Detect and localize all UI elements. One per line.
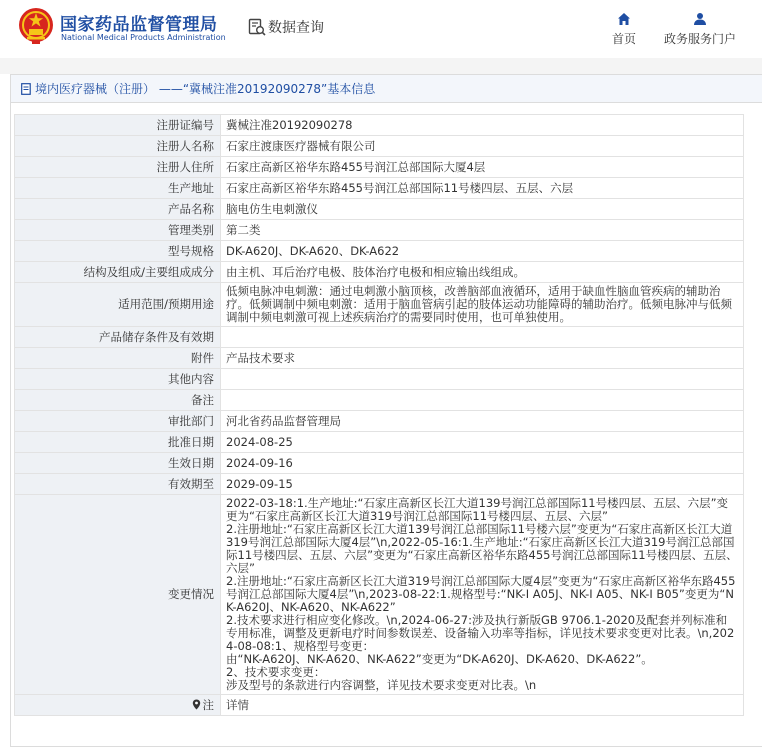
field-value-effective-date: 2024-09-16 (221, 453, 744, 474)
table-row (15, 453, 744, 474)
field-label-production-address: 生产地址 (15, 178, 221, 199)
field-value-expiry-date: 2029-09-15 (221, 474, 744, 495)
nav-home-label: 首页 (611, 32, 636, 46)
table-row (15, 369, 744, 390)
table-row (15, 136, 744, 157)
field-value-registration-no: 冀械注准20192090278 (221, 115, 744, 136)
field-label-intended-use: 适用范围/预期用途 (15, 283, 221, 327)
table-row (15, 474, 744, 495)
details-link[interactable]: 详情 (221, 695, 744, 716)
field-label-note-text: 注 (202, 697, 214, 712)
table-row (15, 283, 744, 327)
field-label-registrant: 注册人名称 (15, 136, 221, 157)
table-row (15, 241, 744, 262)
field-value-category: 第二类 (221, 220, 744, 241)
table-row (15, 115, 744, 136)
table-row (15, 348, 744, 369)
field-value-other (221, 369, 744, 390)
field-label-other: 其他内容 (15, 369, 221, 390)
data-query-icon (248, 18, 266, 36)
table-row (15, 695, 744, 716)
field-label-category: 管理类别 (15, 220, 221, 241)
panel-title (11, 75, 762, 103)
table-row (15, 220, 744, 241)
field-value-registrant-address: 石家庄高新区裕华东路455号润江总部国际大厦4层 (221, 157, 744, 178)
table-row (15, 327, 744, 348)
field-label-remark: 备注 (15, 390, 221, 411)
field-label-registration-no: 注册证编号 (15, 115, 221, 136)
national-emblem-icon (18, 7, 54, 45)
field-value-storage (221, 327, 744, 348)
data-query-title: 数据查询 (268, 20, 324, 36)
field-label-note (15, 695, 221, 716)
nav-service-portal[interactable] (655, 12, 745, 47)
nav-service-portal-label: 政务服务门户 (663, 32, 736, 46)
field-value-product-name: 脑电仿生电刺激仪 (221, 199, 744, 220)
brand-title-cn[interactable]: 国家药品监督管理局 (60, 15, 218, 35)
field-label-approval-dept: 审批部门 (15, 411, 221, 432)
brand-title-en: National Medical Products Administration (61, 33, 226, 42)
table-row (15, 432, 744, 453)
field-label-effective-date: 生效日期 (15, 453, 221, 474)
field-label-expiry-date: 有效期至 (15, 474, 221, 495)
field-label-composition: 结构及组成/主要组成成分 (15, 262, 221, 283)
field-value-change-history: 2022-03-18:1.生产地址:“石家庄高新区长江大道139号润江总部国际11号楼四层、五层、六层”变更为“石家庄高新区长江大道319号润江总部国际11号楼四层、五层、六层” 2.注册地址:“石家庄高新区长江大道139号润江总部国际11号楼六层”变更为“石家庄高新区长江大道319号润江总部国际大厦4层”\n,2022-05-16:1.生产地址:“石家庄高新区长江大道319号润江总部国际11号楼四层、五层、六层”变更为“石家庄高新区裕华东路455号润江总部国际11号楼四层、五层、六层” 2.注册地址:“石家庄高新区长江大道319号润江总部国际大厦4层”变更为“石家庄高新区裕华东路455号润江总部国际大厦4层”\n,2023-08-22:1.规格型号:“NK-I A05J、NK-I A05、NK-I B05”变更为“NK-A620J、NK-A620、NK-A622” 2.技术要求进行相应变化修改。\n,2024-06-27:涉及执行新版GB 9706.1-2020及配套并列标准和专用标准，调整及更新电疗时间参数误差、设备输入功率等指标，详见技术要求变更对比表。\n,2024-08-08:1、规格型号变更： 由“NK-A620J、NK-A620、NK-A622”变更为“DK-A620J、DK-A620、DK-A622”。 2、技术要求变更： 涉及型号的条款进行内容调整，详见技术要求变更对比表。\n (221, 495, 744, 695)
field-value-production-address: 石家庄高新区裕华东路455号润江总部国际11号楼四层、五层、六层 (221, 178, 744, 199)
table-row (15, 262, 744, 283)
header-divider-band (0, 58, 762, 74)
table-row (15, 199, 744, 220)
field-value-intended-use: 低频电脉冲电刺激：通过电刺激小脑顶核，改善脑部血液循环，适用于缺血性脑血管疾病的辅助治疗。低频调制中频电刺激：适用于脑血管病引起的肢体运动功能障碍的辅助治疗。低频电脉冲与低频调制中频电刺激可视上述疾病治疗的需要同时使用，也可单独使用。 (221, 283, 744, 327)
table-row (15, 411, 744, 432)
table-row (15, 157, 744, 178)
field-label-attachment: 附件 (15, 348, 221, 369)
document-icon (21, 83, 32, 95)
user-icon (693, 12, 707, 26)
table-row (15, 495, 744, 695)
field-value-remark (221, 390, 744, 411)
field-label-model-spec: 型号规格 (15, 241, 221, 262)
field-value-approval-date: 2024-08-25 (221, 432, 744, 453)
field-value-model-spec: DK-A620J、DK-A620、DK-A622 (221, 241, 744, 262)
table-row (15, 390, 744, 411)
field-label-registrant-address: 注册人住所 (15, 157, 221, 178)
detail-panel (10, 74, 762, 747)
field-value-attachment: 产品技术要求 (221, 348, 744, 369)
field-value-approval-dept: 河北省药品监督管理局 (221, 411, 744, 432)
location-pin-icon (192, 699, 201, 710)
home-icon (617, 12, 631, 26)
field-label-change-history: 变更情况 (15, 495, 221, 695)
detail-table (14, 114, 744, 716)
field-label-storage: 产品储存条件及有效期 (15, 327, 221, 348)
field-value-composition: 由主机、耳后治疗电极、肢体治疗电极和相应输出线组成。 (221, 262, 744, 283)
table-row (15, 178, 744, 199)
site-header (0, 0, 762, 58)
field-label-approval-date: 批准日期 (15, 432, 221, 453)
panel-title-text: 境内医疗器械（注册） ——“冀械注准20192090278”基本信息 (35, 82, 376, 96)
field-label-product-name: 产品名称 (15, 199, 221, 220)
field-value-registrant: 石家庄渡康医疗器械有限公司 (221, 136, 744, 157)
